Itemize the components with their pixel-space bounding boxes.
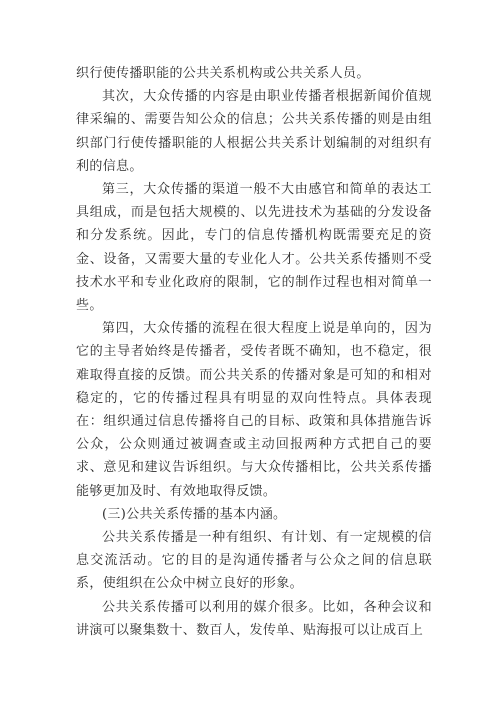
paragraph-process-comparison: 第四，大众传播的流程在很大程度上说是单向的，因为它的主导者始终是传播者，受传者既不确知，也不稳定，很难取得直接的反馈。而公共关系的传播对象是可知的和相对稳定的，它的传播过程具有明显的双向性特点。具体表现在：组织通过信息传播将自己的目标、政策和具体措施告诉公众，公众则通过被调查或主动回报两种方式把自己的要求、意见和建议告诉组织。与大众传播相比，公共关系传播能够更加及时、有效地取得反馈。 xyxy=(76,321,432,499)
section-heading-basic-meaning: (三)公共关系传播的基本内涵。 xyxy=(102,506,287,522)
paragraph-content-comparison: 其次，大众传播的内容是由职业传播者根据新闻价值规律采编的、需要告知公众的信息；公共关系传播的则是由组织部门行使传播职能的人根据公共关系计划编制的对组织有利的信息。 xyxy=(76,89,432,174)
document-body xyxy=(76,62,432,642)
paragraph-definition: 公共关系传播是一种有组织、有计划、有一定规模的信息交流活动。它的目的是沟通传播者与公众之间的信息联系，使组织在公众中树立良好的形象。 xyxy=(76,530,432,592)
paragraph-channel-comparison: 第三，大众传播的渠道一般不大由感官和简单的表达工具组成，而是包括大规模的、以先进技术为基础的分发设备和分发系统。因此，专门的信息传播机构既需要充足的资金、设备，又需要大量的专业化人才。公共关系传播则不受技术水平和专业化政府的限制，它的制作过程也相对简单一些。 xyxy=(76,182,432,314)
paragraph-media: 公共关系传播可以利用的媒介很多。比如，各种会议和讲演可以聚集数十、数百人，发传单、贴海报可以让成百上 xyxy=(76,599,432,638)
paragraph-continuation: 织行使传播职能的公共关系机构或公共关系人员。 xyxy=(76,66,370,81)
